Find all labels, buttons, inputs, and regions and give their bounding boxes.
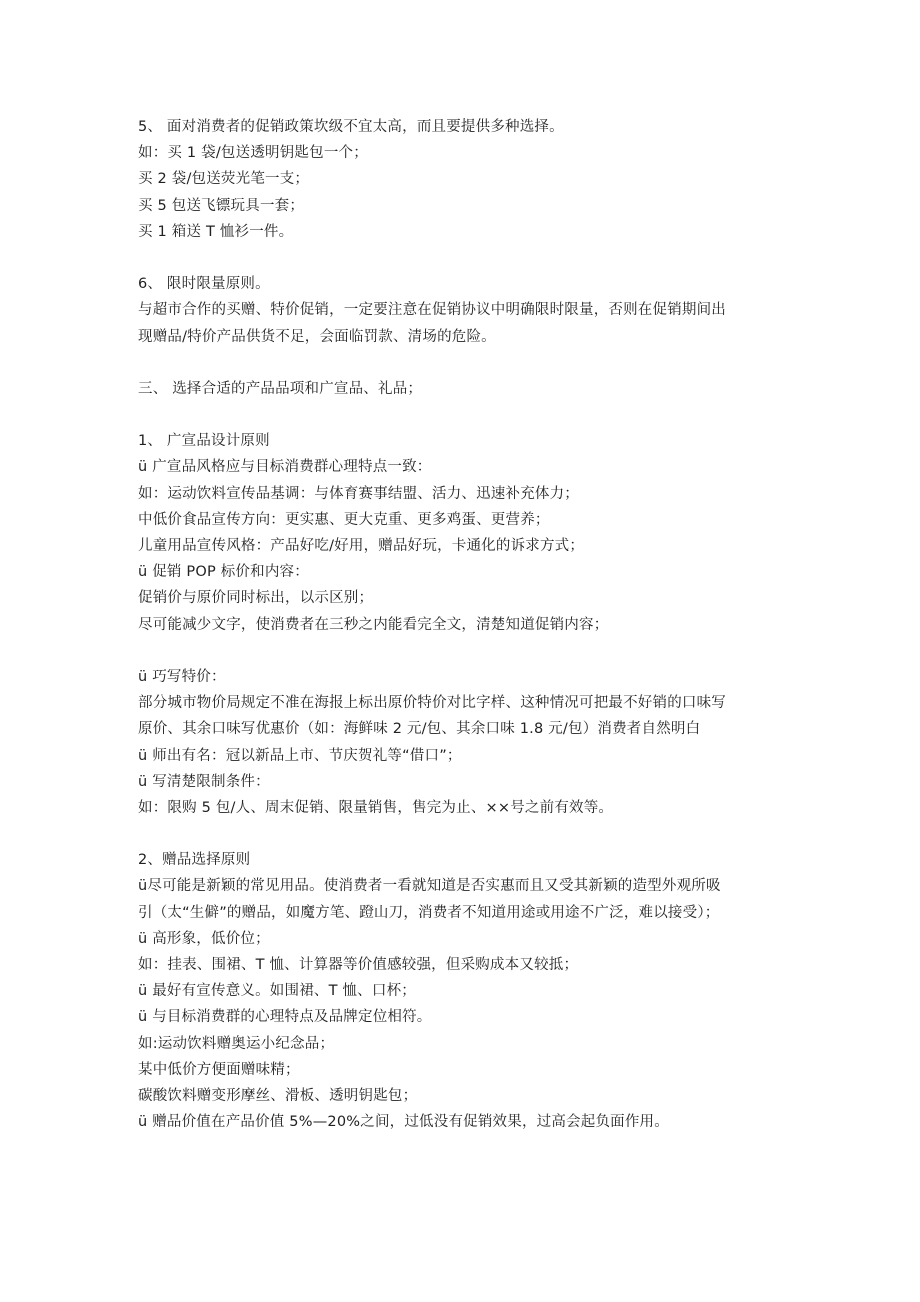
section-heading: 三、 选择合适的产品品项和广宣品、礼品； <box>138 380 423 397</box>
bullet-item: ü 高形象，低价位； <box>138 930 270 947</box>
text-line: 中低价食品宣传方向：更实惠、更大克重、更多鸡蛋、更营养； <box>138 511 550 528</box>
bullet-item: ü 促销 POP 标价和内容： <box>138 564 309 581</box>
bullet-item: ü 师出有名：冠以新品上市、节庆贺礼等“借口”； <box>138 747 462 764</box>
blank-line <box>138 638 798 664</box>
text-line: 如：挂表、围裙、T 恤、计算器等价值感较强，但采购成本又较抵； <box>138 957 579 973</box>
section-heading: 1、 广宣品设计原则 <box>138 433 270 450</box>
text-line: 如：限购 5 包/人、周末促销、限量销售，售完为止、××号之前有效等。 <box>138 799 614 816</box>
text-line: 碳酸饮料赠变形摩丝、滑板、透明钥匙包； <box>138 1087 418 1104</box>
text-line: 如:运动饮料赠奥运小纪念品； <box>138 1035 335 1052</box>
text-line: 如：运动饮料宣传品基调：与体育赛事结盟、活力、迅速补充体力； <box>138 485 579 502</box>
bullet-item: ü 赠品价值在产品价值 5%—20%之间，过低没有促销效果，过高会起负面作用。 <box>138 1114 669 1131</box>
section-heading: 6、 限时限量原则。 <box>138 276 270 293</box>
text-line: 引（太“生僻”的赠品，如魔方笔、蹬山刀，消费者不知道用途或用途不广泛，难以接受）； <box>138 904 720 921</box>
bullet-item: ü 写清楚限制条件： <box>138 773 270 790</box>
text-line: 与超市合作的买赠、特价促销，一定要注意在促销协议中明确限时限量，否则在促销期间出 <box>138 302 726 319</box>
text-line: 促销价与原价同时标出，以示区别； <box>138 590 374 607</box>
document-body <box>138 114 798 1135</box>
text-line: 原价、其余口味写优惠价（如：海鲜味 2 元/包、其余口味 1.8 元/包）消费者自然明白 <box>138 721 701 738</box>
bullet-item: ü 广宣品风格应与目标消费群心理特点一致： <box>138 459 432 476</box>
text-line: 现赠品/特价产品供货不足，会面临罚款、清场的危险。 <box>138 328 496 345</box>
bullet-item: ü 巧写特价： <box>138 668 226 685</box>
bullet-item: ü 与目标消费群的心理特点及品牌定位相符。 <box>138 1009 432 1026</box>
bullet-item: ü尽可能是新颖的常见用品。使消费者一看就知道是否实惠而且又受其新颖的造型外观所吸 <box>138 878 721 895</box>
text-line: 部分城市物价局规定不准在海报上标出原价特价对比字样、这种情况可把最不好销的口味写 <box>138 695 726 712</box>
bullet-item: ü 最好有宣传意义。如围裙、T 恤、口杯； <box>138 983 416 1000</box>
section-heading: 2、赠品选择原则 <box>138 852 251 869</box>
text-line: 5、 面对消费者的促销政策坎级不宜太高，而且要提供多种选择。 <box>138 119 564 135</box>
text-line: 如：买 1 袋/包送透明钥匙包一个； <box>138 145 368 162</box>
text-line: 儿童用品宣传风格：产品好吃/好用，赠品好玩，卡通化的诉求方式； <box>138 538 585 554</box>
blank-line <box>138 821 798 847</box>
text-line: 买 5 包送飞镖玩具一套； <box>138 197 305 214</box>
blank-line <box>138 350 798 376</box>
text-line: 买 2 袋/包送荧光笔一支； <box>138 171 310 188</box>
watermark: www.zixin.com.cn <box>505 606 879 652</box>
text-line: 某中低价方便面赠味精； <box>138 1061 300 1078</box>
text-line: 尽可能减少文字，使消费者在三秒之内能看完全文，清楚知道促销内容； <box>138 616 609 633</box>
blank-line <box>138 245 798 271</box>
blank-line <box>138 402 798 428</box>
text-line: 买 1 箱送 T 恤衫一件。 <box>138 223 294 240</box>
